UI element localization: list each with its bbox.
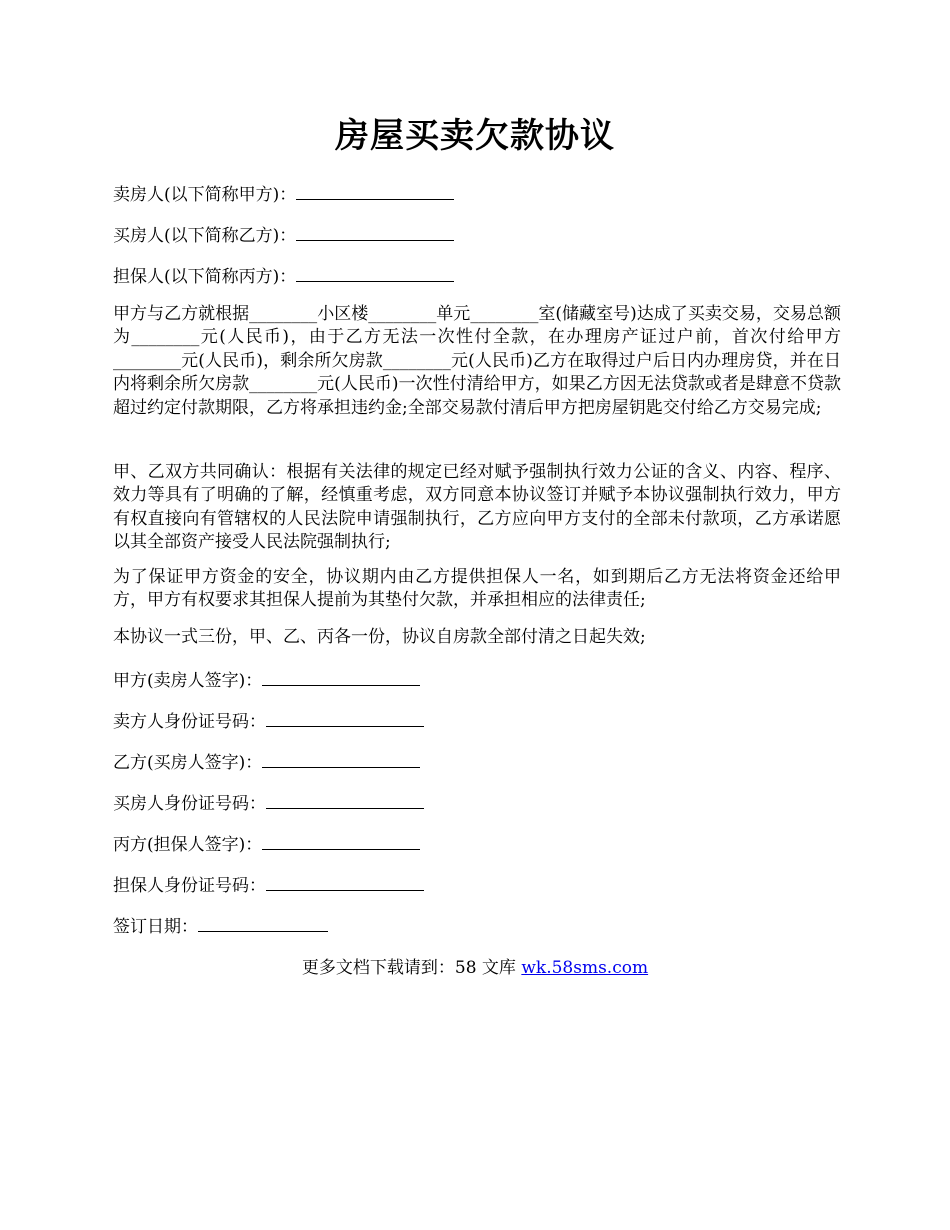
guarantor-id-line <box>113 872 424 898</box>
party-b-sign-label: 乙方(买房人签字)： <box>113 753 263 773</box>
paragraph-transaction: 甲方与乙方就根据________小区楼________单元________室(储藏室号)达成了买卖交易，交易总额为________元(人民币)，由于乙方无法一次性付全款，在办理房产证过户前，首次付给甲方________元(人民币)，剩余所欠房款________元(人民币)乙方在取得过户后日内办理房贷，并在日内将剩余所欠房款________元(人民币)一次性付清给甲方，如果乙方因无法贷款或者是肆意不贷款超过约定付款期限，乙方将承担违约金;全部交易款付清后甲方把房屋钥匙交付给乙方交易完成; <box>113 304 841 418</box>
footer-text: 更多文档下载请到：58 文库 <box>301 958 522 978</box>
guarantor-name-blank[interactable] <box>296 263 454 282</box>
seller-line <box>113 181 454 207</box>
party-b-sign-blank[interactable] <box>262 749 420 768</box>
party-b-sign-line <box>113 749 420 775</box>
buyer-line <box>113 222 454 248</box>
sign-date-line <box>113 913 328 939</box>
seller-label: 卖房人(以下简称甲方)： <box>113 185 297 205</box>
party-a-sign-blank[interactable] <box>262 667 420 686</box>
guarantor-id-label: 担保人身份证号码： <box>113 876 266 896</box>
paragraph-guarantee: 为了保证甲方资金的安全，协议期内由乙方提供担保人一名，如到期后乙方无法将资金还给甲方，甲方有权要求其担保人提前为其垫付欠款，并承担相应的法律责任; <box>113 567 841 611</box>
seller-id-label: 卖方人身份证号码： <box>113 712 266 732</box>
seller-id-blank[interactable] <box>266 708 424 727</box>
buyer-id-line <box>113 790 424 816</box>
buyer-name-blank[interactable] <box>296 222 454 241</box>
buyer-id-blank[interactable] <box>266 790 424 809</box>
paragraph-enforcement: 甲、乙双方共同确认：根据有关法律的规定已经对赋予强制执行效力公证的含义、内容、程序、效力等具有了明确的了解，经慎重考虑，双方同意本协议签订并赋予本协议强制执行效力，甲方有权直接向有管辖权的人民法院申请强制执行，乙方应向甲方支付的全部未付款项，乙方承诺愿以其全部资产接受人民法院强制执行; <box>113 462 841 553</box>
footer-link[interactable]: wk.58sms.com <box>521 958 649 978</box>
seller-name-blank[interactable] <box>296 181 454 200</box>
sign-date-label: 签订日期： <box>113 917 198 937</box>
party-a-sign-line <box>113 667 420 693</box>
guarantor-line <box>113 263 454 289</box>
guarantor-id-blank[interactable] <box>266 872 424 891</box>
party-c-sign-label: 丙方(担保人签字)： <box>113 835 263 855</box>
party-c-sign-blank[interactable] <box>262 831 420 850</box>
buyer-label: 买房人(以下简称乙方)： <box>113 226 297 246</box>
footer <box>0 956 950 980</box>
document-title: 房屋买卖欠款协议 <box>335 116 615 156</box>
seller-id-line <box>113 708 424 734</box>
guarantor-label: 担保人(以下简称丙方)： <box>113 267 297 287</box>
sign-date-blank[interactable] <box>198 913 328 932</box>
party-a-sign-label: 甲方(卖房人签字)： <box>113 671 263 691</box>
buyer-id-label: 买房人身份证号码： <box>113 794 266 814</box>
paragraph-copies: 本协议一式三份，甲、乙、丙各一份，协议自房款全部付清之日起失效; <box>113 627 646 647</box>
party-c-sign-line <box>113 831 420 857</box>
